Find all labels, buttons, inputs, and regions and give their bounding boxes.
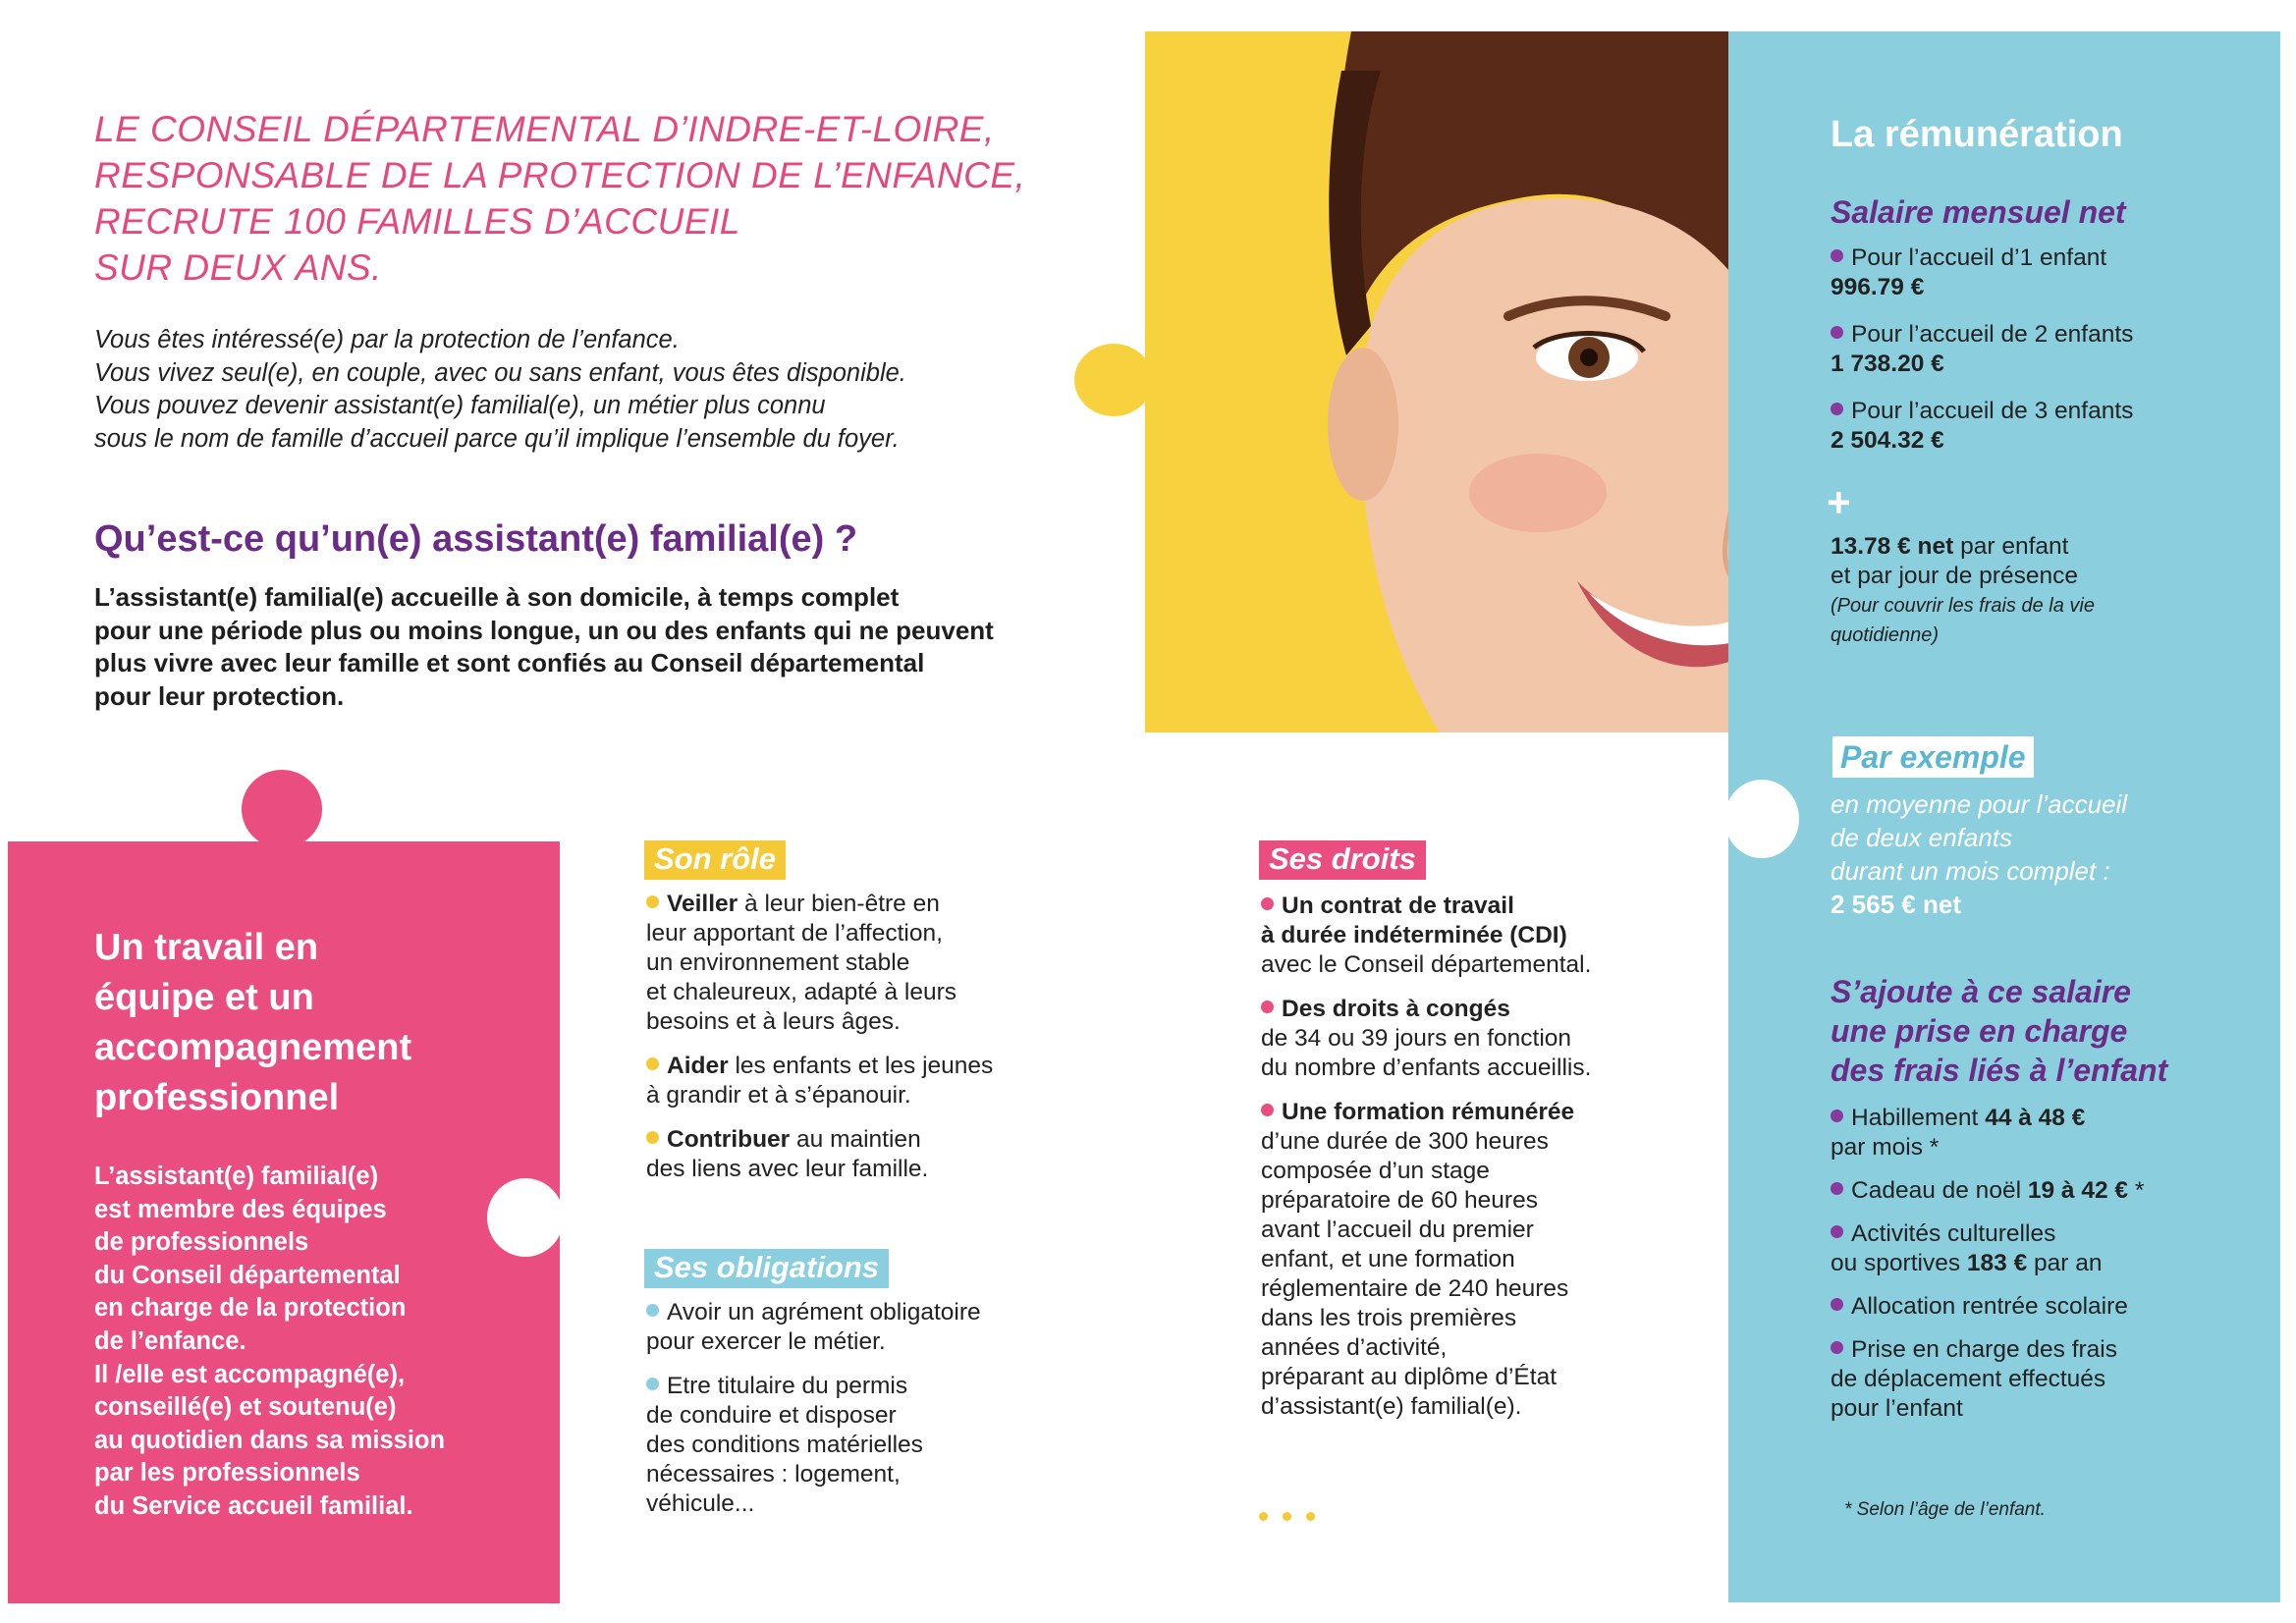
teamwork-title-line: accompagnement xyxy=(94,1027,412,1068)
daily-allowance xyxy=(1831,532,2253,650)
obligations-heading xyxy=(644,1249,889,1288)
headline-line: RECRUTE 100 FAMILLES D’ACCUEIL xyxy=(94,201,740,242)
example-text xyxy=(1831,787,2243,888)
extra-amount: 183 € xyxy=(1966,1250,2028,1276)
teamwork-line: au quotidien dans sa mission xyxy=(94,1426,446,1454)
right-item xyxy=(1261,995,1693,1083)
salary-list xyxy=(1831,243,2253,473)
rights-chip: Ses droits xyxy=(1259,840,1426,880)
extra-item xyxy=(1831,1219,2263,1278)
extras-title-line: une prise en charge xyxy=(1831,1013,2128,1049)
bullet-dot-icon xyxy=(1831,1225,1843,1238)
teamwork-body xyxy=(94,1161,526,1524)
obligations-chip: Ses obligations xyxy=(644,1249,889,1288)
right-title: Des droits à congés xyxy=(1282,996,1510,1022)
bullet-dot-icon xyxy=(1831,1109,1843,1122)
right-line: préparatoire de 60 heures xyxy=(1261,1187,1538,1214)
extra-line: ou sportives xyxy=(1831,1250,1967,1276)
teamwork-line: en charge de la protection xyxy=(94,1294,407,1323)
teamwork-title-line: équipe et un xyxy=(94,977,314,1018)
role-item-line: et chaleureux, adapté à leurs xyxy=(646,979,957,1005)
salary-item xyxy=(1831,320,2253,379)
obligation-text: Avoir un agrément obligatoire xyxy=(667,1299,981,1325)
bullet-dot-icon xyxy=(1261,1001,1274,1013)
extra-text: Prise en charge des frais xyxy=(1851,1336,2117,1363)
daily-note: (Pour couvrir les frais de la vie xyxy=(1831,595,2095,617)
bullet-dot-icon xyxy=(646,1304,659,1317)
role-item-line: leur apportant de l’affection, xyxy=(646,920,943,947)
right-line: dans les trois premières xyxy=(1261,1305,1517,1331)
obligation-item xyxy=(646,1372,1068,1519)
extra-asterisk: * xyxy=(2128,1177,2145,1204)
bullet-dot-icon xyxy=(1831,1341,1843,1354)
right-title: à durée indéterminée (CDI) xyxy=(1261,922,1567,948)
extra-amount: 19 à 42 € xyxy=(2027,1177,2129,1204)
extras-title xyxy=(1831,972,2263,1090)
bullet-dot-icon xyxy=(1261,1104,1274,1116)
role-chip: Son rôle xyxy=(644,840,786,880)
daily-amount: 13.78 € net xyxy=(1831,533,1954,560)
plus-icon: + xyxy=(1827,479,1851,525)
extra-line: par mois * xyxy=(1831,1134,1940,1161)
teamwork-line: est membre des équipes xyxy=(94,1195,387,1223)
teamwork-title-line: Un travail en xyxy=(94,927,319,968)
role-item-text: au maintien xyxy=(790,1126,921,1153)
rights-list xyxy=(1261,892,1693,1436)
child-face-illustration xyxy=(1145,31,1734,732)
ellipsis-dots xyxy=(1259,1508,1330,1526)
right-line: avant l’accueil du premier xyxy=(1261,1217,1534,1243)
obligation-line: pour exercer le métier. xyxy=(646,1328,886,1355)
bullet-dot-icon xyxy=(1831,1182,1843,1195)
teamwork-line: Il /elle est accompagné(e), xyxy=(94,1360,406,1388)
salary-item xyxy=(1831,243,2253,302)
right-line: d’une durée de 300 heures xyxy=(1261,1128,1549,1155)
salary-amount: 996.79 € xyxy=(1831,274,1925,300)
child-photo xyxy=(1145,31,1734,732)
obligation-line: véhicule... xyxy=(646,1490,755,1517)
extra-line: par an xyxy=(2027,1250,2103,1276)
example-line: durant un mois complet : xyxy=(1831,856,2110,886)
role-item-bold: Contribuer xyxy=(667,1126,791,1153)
right-line: du nombre d’enfants accueillis. xyxy=(1261,1055,1592,1081)
daily-text: par enfant xyxy=(1953,533,2069,560)
right-line: enfant, et une formation xyxy=(1261,1246,1515,1272)
question-body xyxy=(94,581,1076,713)
intro-line: Vous vivez seul(e), en couple, avec ou sans enfant, vous êtes disponible. xyxy=(94,358,906,387)
question-line: pour leur protection. xyxy=(94,680,345,711)
role-item xyxy=(646,1052,1068,1110)
bullet-dot-icon xyxy=(1831,403,1843,415)
extras-title-line: des frais liés à l’enfant xyxy=(1831,1053,2168,1088)
extra-line: de déplacement effectués xyxy=(1831,1366,2106,1392)
bullet-dot-icon xyxy=(646,1378,659,1390)
teamwork-line: de l’enfance. xyxy=(94,1326,246,1355)
teamwork-line: conseillé(e) et soutenu(e) xyxy=(94,1393,397,1422)
example-line: en moyenne pour l’accueil xyxy=(1831,789,2128,819)
right-title: Une formation rémunérée xyxy=(1282,1099,1575,1125)
salary-item xyxy=(1831,397,2253,456)
role-heading xyxy=(644,840,786,880)
extra-line: pour l’enfant xyxy=(1831,1395,1963,1422)
extra-item xyxy=(1831,1335,2263,1424)
obligation-text: Etre titulaire du permis xyxy=(667,1373,908,1399)
teamwork-line: L’assistant(e) familial(e) xyxy=(94,1163,379,1190)
right-line: composée d’un stage xyxy=(1261,1158,1490,1184)
intro-line: sous le nom de famille d’accueil parce qu’il implique l’ensemble du foyer. xyxy=(94,424,900,453)
salary-amount: 2 504.32 € xyxy=(1831,427,1944,454)
salary-amount: 1 738.20 € xyxy=(1831,351,1944,377)
teamwork-line: du Service accueil familial. xyxy=(94,1491,413,1520)
role-item-line: un environnement stable xyxy=(646,949,910,976)
headline-line: RESPONSABLE DE LA PROTECTION DE L’ENFANCE, xyxy=(94,155,1026,195)
salary-label: Pour l’accueil d’1 enfant xyxy=(1851,244,2107,271)
question-line: plus vivre avec leur famille et sont confiés au Conseil départemental xyxy=(94,648,925,677)
teamwork-title-line: professionnel xyxy=(94,1077,340,1118)
headline xyxy=(94,106,1096,291)
extra-text: Activités culturelles xyxy=(1851,1220,2056,1247)
salary-label: Pour l’accueil de 2 enfants xyxy=(1851,321,2134,348)
question-line: pour une période plus ou moins longue, un ou des enfants qui ne peuvent xyxy=(94,615,994,645)
role-item-line: besoins et à leurs âges. xyxy=(646,1008,901,1035)
role-item xyxy=(646,890,1068,1037)
example-chip: Par exemple xyxy=(1832,736,2034,778)
bullet-dot-icon xyxy=(1831,1298,1843,1311)
footnote: * Selon l’âge de l’enfant. xyxy=(1844,1499,2046,1520)
daily-text: et par jour de présence xyxy=(1831,563,2078,589)
obligations-list xyxy=(646,1298,1068,1534)
salary-title: Salaire mensuel net xyxy=(1831,194,2126,230)
remuneration-title: La rémunération xyxy=(1831,114,2123,155)
daily-note: quotidienne) xyxy=(1831,624,1940,646)
teamwork-line: du Conseil départemental xyxy=(94,1261,401,1289)
right-line: années d’activité, xyxy=(1261,1334,1448,1361)
right-item xyxy=(1261,1098,1693,1422)
teamwork-line: par les professionnels xyxy=(94,1459,360,1488)
extra-text: Cadeau de noël xyxy=(1851,1177,2028,1204)
extra-item xyxy=(1831,1176,2263,1206)
right-line: avec le Conseil départemental. xyxy=(1261,951,1592,978)
role-item-line: à grandir et à s’épanouir. xyxy=(646,1082,911,1109)
extra-amount: 44 à 48 € xyxy=(1985,1105,2086,1131)
headline-line: LE CONSEIL DÉPARTEMENTAL D’INDRE-ET-LOIRE, xyxy=(94,109,995,149)
right-item xyxy=(1261,892,1693,980)
extra-item xyxy=(1831,1292,2263,1322)
puzzle-notch xyxy=(1724,780,1799,858)
extras-list xyxy=(1831,1104,2263,1437)
bullet-dot-icon xyxy=(646,895,659,908)
obligation-line: nécessaires : logement, xyxy=(646,1461,901,1488)
bullet-dot-icon xyxy=(646,1131,659,1144)
puzzle-tab-yellow xyxy=(1074,344,1153,416)
right-line: d’assistant(e) familial(e). xyxy=(1261,1393,1522,1420)
puzzle-tab-pink xyxy=(242,770,322,848)
role-item-text: les enfants et les jeunes xyxy=(728,1053,994,1079)
teamwork-line: de professionnels xyxy=(94,1228,309,1257)
obligation-line: de conduire et disposer xyxy=(646,1402,897,1429)
role-list xyxy=(646,890,1068,1199)
extras-title-line: S’ajoute à ce salaire xyxy=(1831,974,2131,1009)
role-item xyxy=(646,1125,1068,1184)
right-title: Un contrat de travail xyxy=(1282,893,1514,919)
salary-label: Pour l’accueil de 3 enfants xyxy=(1851,398,2134,424)
role-item-line: des liens avec leur famille. xyxy=(646,1156,929,1182)
question-line: L’assistant(e) familial(e) accueille à son domicile, à temps complet xyxy=(94,582,900,612)
bullet-dot-icon xyxy=(1261,897,1274,910)
example-line: de deux enfants xyxy=(1831,823,2013,852)
teamwork-title xyxy=(94,923,507,1123)
bullet-dot-icon xyxy=(1831,249,1843,262)
obligation-line: des conditions matérielles xyxy=(646,1432,923,1458)
headline-line: SUR DEUX ANS. xyxy=(94,247,382,288)
example-amount: 2 565 € net xyxy=(1831,890,1961,919)
role-item-text: à leur bien-être en xyxy=(738,891,940,917)
right-line: réglementaire de 240 heures xyxy=(1261,1275,1569,1302)
bullet-dot-icon xyxy=(1831,326,1843,339)
extra-text: Allocation rentrée scolaire xyxy=(1851,1293,2128,1320)
extra-text: Habillement xyxy=(1851,1105,1986,1131)
question-title: Qu’est-ce qu’un(e) assistant(e) familial(e) ? xyxy=(94,518,858,560)
role-item-bold: Aider xyxy=(667,1053,729,1079)
extra-item xyxy=(1831,1104,2263,1163)
right-line: de 34 ou 39 jours en fonction xyxy=(1261,1025,1572,1052)
intro-line: Vous êtes intéressé(e) par la protection de l’enfance. xyxy=(94,326,680,353)
role-item-bold: Veiller xyxy=(667,891,738,917)
right-line: préparant au diplôme d’État xyxy=(1261,1364,1557,1390)
intro-text xyxy=(94,324,1096,456)
rights-heading xyxy=(1259,840,1426,880)
bullet-dot-icon xyxy=(646,1057,659,1070)
obligation-item xyxy=(646,1298,1068,1357)
intro-line: Vous pouvez devenir assistant(e) familial(e), un métier plus connu xyxy=(94,392,826,419)
